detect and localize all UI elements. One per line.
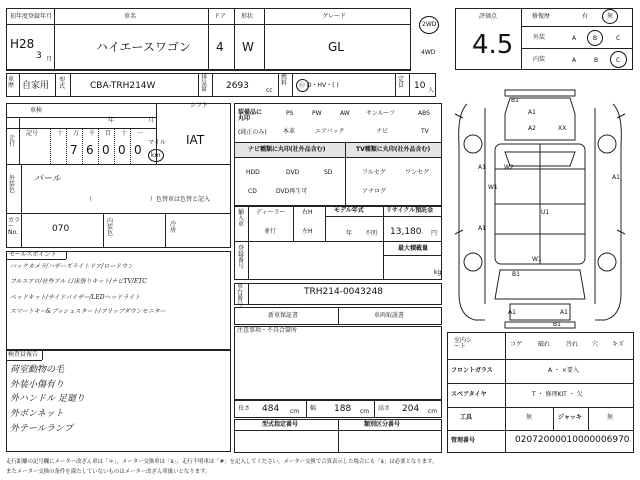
chassis-label: 車台番号 [237,283,244,308]
max-load-label: 最大積載量 [398,245,429,252]
chassis-value: TRH214-0043248 [304,287,384,297]
color-note: ）色替車は色替と記入 [150,196,211,203]
registration-year: H28 [10,37,35,51]
exterior-grade-b: B [593,35,598,42]
mileage-unit-2: 万 [73,130,80,137]
color-label: 外装色 [9,175,16,194]
model-code-label: 型式 [59,77,66,90]
footer-line-2: またメーター交換の条件を満たしていないものはメーター改ざん車扱いとなります。 [6,469,211,475]
control-no-label: 管理番号 [451,437,476,444]
height-label: 高さ [378,405,391,412]
color-no-label: カラーNo. [8,217,21,236]
mileage-unit-3: 千 [89,130,96,137]
displacement-label: 排気量 [201,74,208,93]
doors-label: ドア [214,13,226,20]
warranty-label: 新車保証書 [268,312,299,319]
seat-stain: 汚れ [566,341,579,348]
spare-tire-value: T ・ 修理KIT ・ 欠 [532,391,583,398]
spare-tire-label: スペアタイヤ [451,391,487,398]
front-glass-value: A ・ ×要入 [548,367,579,374]
notes-box [234,326,442,400]
mark-b1-top: B1 [511,97,519,104]
inspector-line-4: 外ボンネット [10,409,64,419]
model-code-value: CBA-TRH214W [90,81,156,91]
displacement-value: 2693 [226,81,249,91]
mileage-digit-2: 6 [86,143,94,157]
import-table [234,206,442,280]
color-no-value: 070 [52,224,70,234]
registration-label: 初年度登録年月 [10,13,53,20]
class-no-label: 類別区分番号 [364,421,401,428]
shift-label: シフト [190,102,209,109]
mark-u1: U1 [541,209,550,216]
use-value: 自家用 [22,81,50,91]
navi-sd: SD [324,169,333,176]
mileage-row-label: 記号 [26,130,39,137]
inspector-line-2: 外装小傷有り [10,380,65,390]
fuel-label: 燃料 [281,74,288,87]
footer-line-1: 走行距離の記号欄にメーター改ざん車は「＊」、メーター交換車は「$」、走行不明車は「#」を記入してください。メーター交換で合算表示した場合にも「$」は必要となります。 [6,459,438,465]
control-no-value: 02072000010000006970 [515,435,630,445]
registration-month: 3 [36,51,42,61]
inspection-year: 年 [108,117,115,124]
inspector-line-1: 荷室動物の毛 [10,365,65,375]
height-unit: cm [428,408,438,415]
recycle-label: リサイクル預託金 [386,207,434,214]
tools-label: 工具 [460,414,473,421]
tv-fullseg: フルセグ [362,169,386,176]
jack-value: 無 [607,414,614,421]
mark-w1-left: W1 [488,184,498,191]
seat-tear: 破れ [538,341,551,348]
capacity-unit: 人 [428,87,435,94]
mileage-unit-km: km [151,152,161,159]
equipment-sunroof: サンルーフ [366,110,396,117]
equipment-label: 装備品に丸印 [238,109,263,122]
mileage-digit-4: 0 [118,143,126,157]
exterior-grade-c: C [616,35,621,42]
model-year-label: モデル年式 [334,207,364,214]
tv-analog: アナログ [362,188,387,195]
drive-selected: 2WD [422,21,437,28]
repair-no: 無 [607,13,614,20]
import-left: 左H [302,228,313,235]
tools-value: 無 [526,414,533,421]
mileage-label: 走行 [9,135,16,148]
inspection-label: 車検 [30,107,43,114]
seat-scratch: キズ [612,341,624,348]
front-glass-label: フロントガラス [451,367,493,374]
doors-value: 4 [216,40,224,54]
length-label: 長さ [238,405,251,412]
width-label: 幅 [310,405,317,412]
type-no-label: 型式指定番号 [262,421,299,428]
height-value: 204 [402,404,420,414]
shape-label: 形状 [241,13,254,20]
displacement-unit: cc [266,87,273,94]
mark-w2: W2 [504,164,514,171]
tv-type-label: TV種類に丸印(社外品含む) [356,146,431,153]
inspector-line-5: 外テールランプ [10,424,73,434]
mileage-unit-1: 十 [57,130,64,137]
mileage-unit-6: 一 [137,130,144,137]
shift-value: IAT [186,133,205,147]
interior-color-label: 内装色 [107,218,114,237]
registration-month-label: 月 [46,56,53,63]
reg-no-label: 登録番号 [238,245,245,270]
mileage-digit-5: 0 [134,143,142,157]
mark-w1-front: W1 [532,256,542,263]
mileage-unit-5: 十 [121,130,128,137]
recycle-value: 13,180 [390,227,422,237]
max-load-unit: kg [434,269,442,276]
mark-a1-back: A1 [612,174,620,181]
model-year-unit: 年 [346,230,353,237]
color-value: パール [34,174,61,184]
navi-cd: CD [248,188,257,195]
equipment-navi: ナビ [376,128,389,135]
import-dealer: ディーラー [256,209,286,216]
mileage-digit-3: 0 [102,143,110,157]
notes-label: 注意事項・不具合箇所 [237,327,298,334]
grade-value: GL [328,40,344,54]
car-damage-diagram [445,84,635,330]
mark-a1-front: A1 [478,225,486,232]
inspection-month: 月 [148,117,155,124]
equipment-abs: ABS [418,110,430,117]
exterior-grade-a: A [572,35,577,42]
tv-oneseg: ワンセグ [405,169,430,176]
mileage-unit-mile: マイル [148,139,166,146]
drive-other: 4WD [421,49,436,56]
color-paren: （ [86,196,93,203]
equipment-sub: (純正のみ) [238,129,267,136]
seat-hole: 穴 [592,341,599,348]
mark-xx: XX [558,125,567,132]
import-label: 輸入車 [238,209,245,228]
selling-point-3: ベッドキット/サイドバイザー/LEDヘッドライト [10,294,141,301]
selling-point-4: スマートキー&プッシュスタート/フリップダウンモニター [10,308,166,315]
interior-grade-b: B [594,57,599,64]
interior-label: 内装 [533,56,546,63]
car-name-label: 車名 [124,13,137,20]
mark-a1-left: A1 [478,164,486,171]
mark-a2: A2 [528,125,536,132]
equipment-airbag: エアバック [315,128,345,135]
import-right: 右H [302,209,313,216]
manual-label: 車両取説書 [374,312,405,319]
seat-label: 室内シート [454,337,473,350]
mark-a1-bottom-right: A1 [560,309,568,316]
interior-grade-c: C [616,57,621,64]
mark-a1-bottom-left: A1 [508,309,516,316]
equipment-leather: 本革 [283,128,296,135]
seat-burn: コゲ [510,341,523,348]
width-value: 188 [334,404,352,414]
import-parallel: 並行 [264,228,277,235]
inspector-report-label: 検査員報告 [8,351,39,358]
capacity-value: 10 [414,81,426,91]
equipment-tv: TV [421,128,429,135]
grade-label: グレード [322,13,347,20]
width-unit: cm [360,408,370,415]
length-value: 484 [262,404,280,414]
fuel-options: Ⓖ D・HV・( ) [299,82,339,89]
selling-points-label: セールスポイント [9,251,57,258]
capacity-label: 定員 [398,76,405,89]
mileage-digit-1: 7 [70,143,78,157]
navi-hdd: HDD [246,169,260,176]
interior-grade-a: A [572,57,577,64]
car-name-value: ハイエースワゴン [96,40,191,54]
mark-a1-top: A1 [528,109,536,116]
repair-yes: 有 [582,13,589,20]
selling-point-1: バックカメラ/ハザーズライトドア/ロードウン [10,263,134,270]
model-year-unknown: 不明 [365,230,378,237]
navi-type-label: ナビ種類に丸印(社外品含む) [248,146,326,153]
score-value: 4.5 [472,30,514,60]
coolant-label: 冷房 [170,221,177,234]
mileage-unit-4: 百 [105,130,112,137]
navi-dvd: DVD [286,169,300,176]
score-label: 評価点 [479,13,498,20]
shape-value: W [242,40,254,54]
equipment-pw: PW [312,110,322,117]
length-unit: cm [290,408,300,415]
use-label: 車歴 [8,76,15,89]
inspector-line-3: 外ハンドル 足廻り [10,394,85,404]
navi-dvd-play: DVD再生可 [276,188,308,195]
recycle-unit: 円 [431,230,438,237]
equipment-aw: AW [340,110,350,117]
mark-b1-front: B1 [512,271,520,278]
selling-point-2: フルエアロ/社外アルミ/床張りキット/ナビTV/ETC [10,278,147,285]
mark-b1-bottom: B1 [553,321,561,328]
equipment-ps: PS [286,110,294,117]
jack-label: ジャッキ [558,414,582,421]
exterior-label: 外装 [533,34,546,41]
repair-label: 修復歴 [532,13,551,20]
